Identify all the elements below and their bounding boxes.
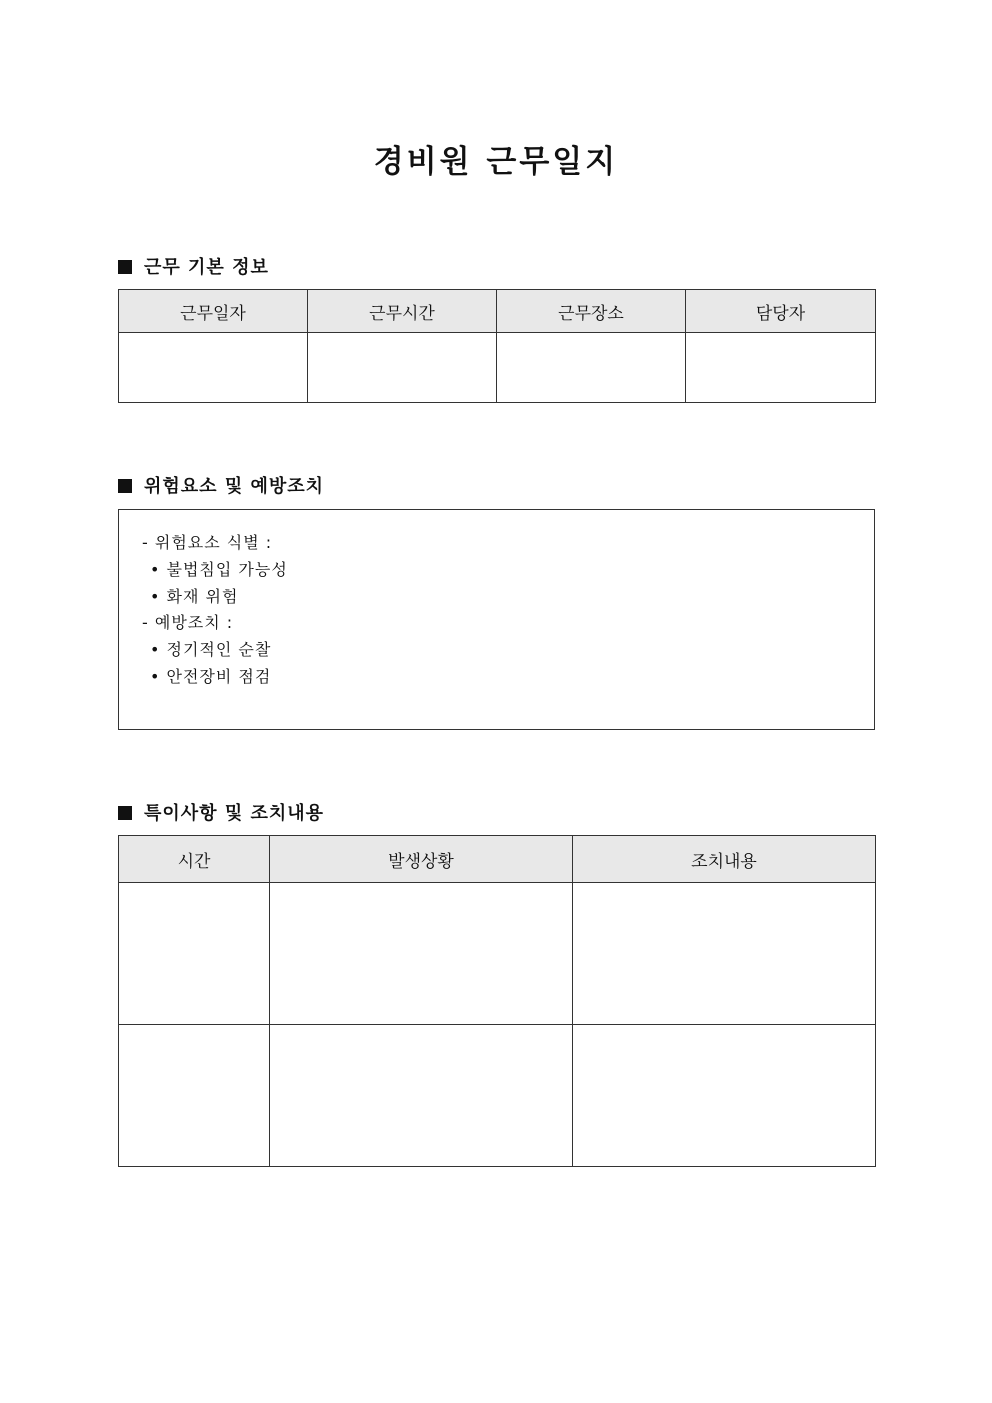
list-item: • 화재 위험 (150, 587, 239, 606)
table-row (119, 333, 876, 403)
situation-cell[interactable] (270, 883, 573, 1025)
time-cell[interactable] (119, 883, 270, 1025)
column-header-work-date: 근무일자 (119, 290, 308, 333)
list-item: • 불법침입 가능성 (150, 560, 288, 579)
column-header-time: 시간 (119, 836, 270, 883)
section-heading-text: 위험요소 및 예방조치 (144, 476, 325, 497)
column-header-action: 조치내용 (573, 836, 876, 883)
table-header-row (119, 290, 876, 333)
column-header-person-in-charge: 담당자 (686, 290, 876, 333)
table-header-row (119, 836, 876, 883)
prevention-label: - 예방조치 : (142, 613, 234, 632)
risk-prevention-box (118, 509, 875, 730)
section-heading-text: 근무 기본 정보 (144, 257, 269, 278)
square-bullet-icon (118, 260, 132, 274)
incident-table (118, 835, 876, 1167)
table-row (119, 883, 876, 1025)
list-item: • 안전장비 점검 (150, 667, 272, 686)
square-bullet-icon (118, 479, 132, 493)
situation-cell[interactable] (270, 1025, 573, 1167)
risk-identification-label: - 위험요소 식별 : (142, 533, 273, 552)
work-location-cell[interactable] (497, 333, 686, 403)
time-cell[interactable] (119, 1025, 270, 1167)
square-bullet-icon (118, 806, 132, 820)
action-cell[interactable] (573, 1025, 876, 1167)
section-heading-text: 특이사항 및 조치내용 (144, 803, 325, 824)
action-cell[interactable] (573, 883, 876, 1025)
column-header-situation: 발생상황 (270, 836, 573, 883)
work-hours-cell[interactable] (308, 333, 497, 403)
table-row (119, 1025, 876, 1167)
column-header-work-hours: 근무시간 (308, 290, 497, 333)
section-heading-incidents (118, 799, 324, 825)
section-heading-basic-info (118, 253, 269, 279)
work-date-cell[interactable] (119, 333, 308, 403)
document-title: 경비원 근무일지 (373, 144, 619, 180)
person-in-charge-cell[interactable] (686, 333, 876, 403)
list-item: • 정기적인 순찰 (150, 640, 272, 659)
section-heading-risk (118, 472, 324, 498)
column-header-work-location: 근무장소 (497, 290, 686, 333)
basic-info-table (118, 289, 876, 403)
